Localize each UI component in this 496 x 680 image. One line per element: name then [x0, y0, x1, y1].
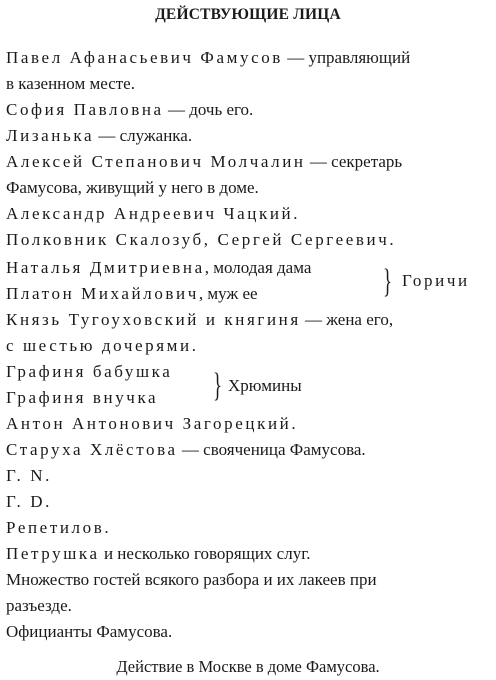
character-name: Лизанька: [6, 126, 95, 145]
character-desc: — управляющий: [282, 48, 411, 67]
character-name: Князь Тугоуховский и княгиня: [6, 310, 301, 329]
character-desc: — жена его,: [300, 310, 394, 329]
character-desc-cont: Фамусова, живущий у него в доме.: [6, 178, 259, 197]
character-name: Алексей Степанович Молчалин: [6, 152, 306, 171]
character-desc: — свояченица Фамусова.: [177, 440, 366, 459]
character-g-n: Г. N.: [6, 466, 52, 485]
group-label-khryuminy: Хрюмины: [228, 376, 302, 395]
character-name: Старуха Хлёстова: [6, 440, 178, 459]
character-desc-cont: с шестью дочерями.: [6, 336, 199, 355]
character-name: Наталья Дмитриевна: [6, 258, 205, 277]
character-desc: , муж ее: [198, 284, 258, 303]
character-natalia: [6, 258, 311, 278]
character-name: Павел Афанасьевич Фамусов: [6, 48, 283, 67]
character-name: Петрушка: [6, 544, 100, 563]
group-label-gorichi: Горичи: [402, 271, 470, 290]
character-chatsky: Александр Андреевич Чацкий.: [6, 204, 301, 223]
character-desc: и несколько говорящих слуг.: [99, 544, 311, 563]
character-platon: [6, 284, 258, 304]
character-waiters: Официанты Фамусова.: [6, 622, 173, 641]
page-title: ДЕЙСТВУЮЩИЕ ЛИЦА: [155, 6, 341, 23]
character-desc: — дочь его.: [163, 100, 254, 119]
character-name: Платон Михайлович: [6, 284, 199, 303]
character-petrushka: [6, 544, 311, 564]
character-desc-cont: в казенном месте.: [6, 74, 135, 93]
character-tugoukhovsky: [6, 310, 393, 330]
character-sofia: [6, 100, 253, 120]
character-skalozub: Полковник Скалозуб, Сергей Сергеевич.: [6, 230, 397, 249]
character-name: София Павловна: [6, 100, 164, 119]
brace-icon: }: [213, 367, 222, 404]
character-molchalin: [6, 152, 402, 172]
character-desc: , молодая дама: [204, 258, 312, 277]
guests-line-1: Множество гостей всякого разбора и их лакеев при: [6, 570, 377, 589]
character-repetilov: Репетилов.: [6, 518, 112, 537]
brace-icon: }: [383, 263, 392, 300]
character-famusov: [6, 48, 410, 68]
character-liza: [6, 126, 192, 146]
guests-line-2: разъезде.: [6, 596, 72, 615]
character-g-d: Г. D.: [6, 492, 52, 511]
character-desc: — служанка.: [94, 126, 193, 145]
character-grafinya-babushka: Графиня бабушка: [6, 362, 173, 381]
character-zagoretsky: Антон Антонович Загорецкий.: [6, 414, 299, 433]
setting-note: Действие в Москве в доме Фамусова.: [116, 657, 380, 676]
character-khlestova: [6, 440, 366, 460]
character-desc: — секретарь: [305, 152, 403, 171]
character-grafinya-vnuchka: Графиня внучка: [6, 388, 159, 407]
